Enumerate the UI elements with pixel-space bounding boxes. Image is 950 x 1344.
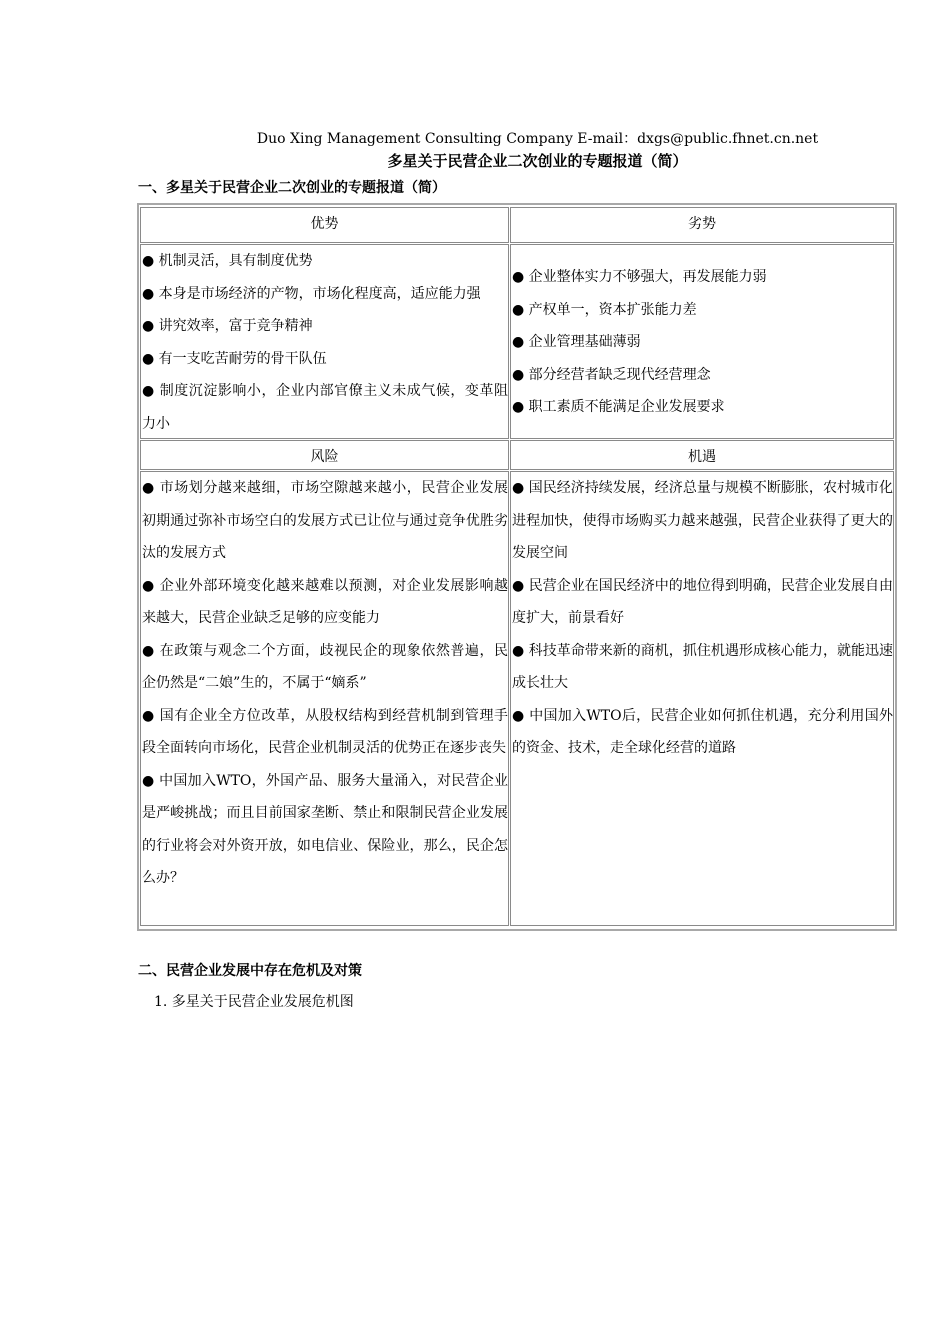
strength-item: ● 讲究效率，富于竞争精神 (142, 318, 313, 334)
strength-item: ● 制度沉淀影响小，企业内部官僚主义未成气候，变革阻力小 (142, 383, 508, 432)
risk-item: ● 企业外部环境变化越来越难以预测，对企业发展影响越来越大，民营企业缺乏足够的应变能力 (142, 577, 508, 626)
weaknesses-cell (510, 244, 894, 439)
weaknesses-header: 劣势 (510, 207, 894, 243)
opportunity-item: ● 国民经济持续发展，经济总量与规模不断膨胀，农村城市化进程加快，使得市场购买力越来越强，民营企业获得了更大的发展空间 (512, 480, 893, 561)
weakness-item: ● 职工素质不能满足企业发展要求 (512, 399, 725, 415)
strength-item: ● 机制灵活，具有制度优势 (142, 253, 313, 269)
opportunity-item: ● 民营企业在国民经济中的地位得到明确，民营企业发展自由度扩大，前景看好 (512, 577, 893, 626)
risks-cell (140, 471, 509, 926)
document-title: 多星关于民营企业二次创业的专题报道（简） (387, 152, 688, 170)
company-email-line: Duo Xing Management Consulting Company E-mail：dxgs@public.fhnet.cn.net (256, 131, 819, 147)
strengths-header: 优势 (140, 207, 509, 243)
weakness-item: ● 部分经营者缺乏现代经营理念 (512, 366, 711, 383)
section-2-heading: 二、民营企业发展中存在危机及对策 (138, 963, 362, 979)
opportunity-item: ● 科技革命带来新的商机，抓住机遇形成核心能力，就能迅速成长壮大 (512, 642, 893, 691)
swot-table (137, 203, 897, 931)
risks-header: 风险 (140, 440, 509, 470)
section-2-list-item: 1. 多星关于民营企业发展危机图 (154, 994, 354, 1010)
strength-item: ● 有一支吃苦耐劳的骨干队伍 (142, 350, 327, 367)
opportunity-item: ● 中国加入WTO后，民营企业如何抓住机遇，充分利用国外的资金、技术，走全球化经营的道路 (512, 707, 893, 756)
opportunities-header: 机遇 (510, 440, 894, 470)
risk-item: ● 中国加入WTO，外国产品、服务大量涌入，对民营企业是严峻挑战；而且目前国家垄断、禁止和限制民营企业发展的行业将会对外资开放，如电信业、保险业，那么，民企怎么办？ (142, 772, 508, 886)
weakness-item: ● 产权单一，资本扩张能力差 (512, 301, 697, 318)
weakness-item: ● 企业管理基础薄弱 (512, 334, 641, 350)
risk-item: ● 市场划分越来越细，市场空隙越来越小，民营企业发展初期通过弥补市场空白的发展方式已让位与通过竞争优胜劣汰的发展方式 (142, 480, 508, 561)
section-1-heading: 一、多星关于民营企业二次创业的专题报道（简） (138, 180, 446, 196)
strength-item: ● 本身是市场经济的产物，市场化程度高，适应能力强 (142, 285, 481, 302)
opportunities-cell (510, 471, 894, 926)
risk-item: ● 国有企业全方位改革，从股权结构到经营机制到管理手段全面转向市场化，民营企业机制灵活的优势正在逐步丧失 (142, 707, 508, 756)
risk-item: ● 在政策与观念二个方面，歧视民企的现象依然普遍，民企仍然是“二娘”生的，不属于“嫡系” (142, 642, 508, 691)
strengths-cell (140, 244, 509, 439)
weakness-item: ● 企业整体实力不够强大，再发展能力弱 (512, 269, 767, 285)
